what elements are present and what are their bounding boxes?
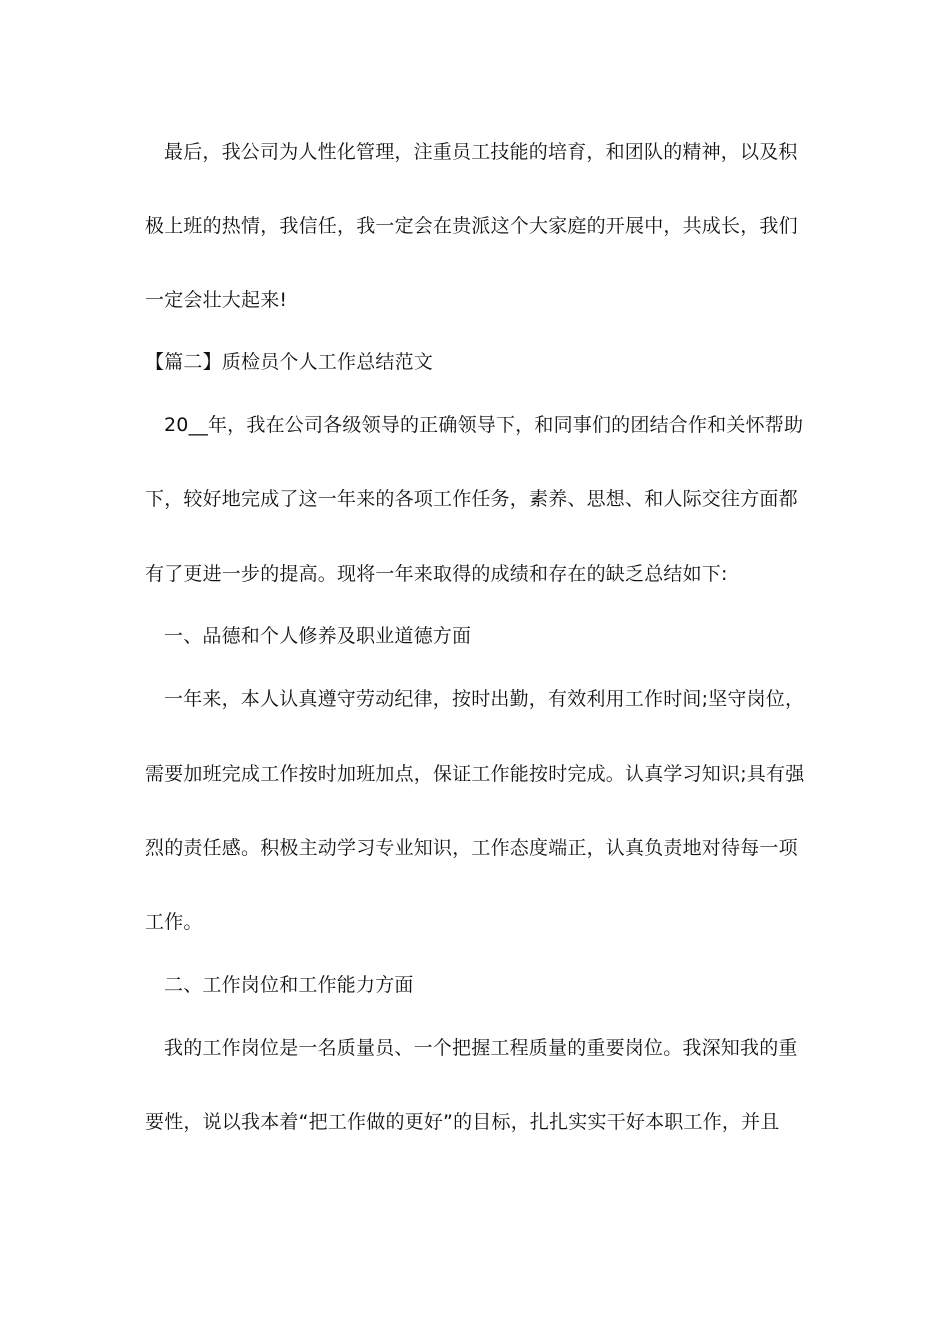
subsection-heading: 一、品德和个人修养及职业道德方面 [164,625,472,647]
paragraph-line: 有了更进一步的提高。现将一年来取得的成绩和存在的缺乏总结如下: [145,563,728,585]
paragraph-line: 下，较好地完成了这一年来的各项工作任务，素养、思想、和人际交往方面都 [145,488,798,510]
paragraph-line: 极上班的热情，我信任，我一定会在贵派这个大家庭的开展中，共成长，我们 [145,215,798,237]
subsection-heading: 二、工作岗位和工作能力方面 [164,974,414,996]
paragraph-line: 最后，我公司为人性化管理，注重员工技能的培育，和团队的精神，以及积 [164,141,798,163]
paragraph-line: 要性，说以我本着“把工作做的更好”的目标，扎扎实实干好本职工作，并且 [145,1111,780,1133]
paragraph-line: 20__年，我在公司各级领导的正确领导下，和同事们的团结合作和关怀帮助 [164,414,804,436]
paragraph-line: 烈的责任感。积极主动学习专业知识，工作态度端正，认真负责地对待每一项 [145,837,798,859]
paragraph-line: 一定会壮大起来! [145,289,288,311]
paragraph-line: 一年来，本人认真遵守劳动纪律，按时出勤，有效利用工作时间;坚守岗位， [164,688,805,710]
section-title: 【篇二】质检员个人工作总结范文 [145,351,434,373]
paragraph-line: 工作。 [145,911,203,933]
paragraph-line: 我的工作岗位是一名质量员、一个把握工程质量的重要岗位。我深知我的重 [164,1037,798,1059]
paragraph-line: 需要加班完成工作按时加班加点，保证工作能按时完成。认真学习知识;具有强 [145,763,805,785]
